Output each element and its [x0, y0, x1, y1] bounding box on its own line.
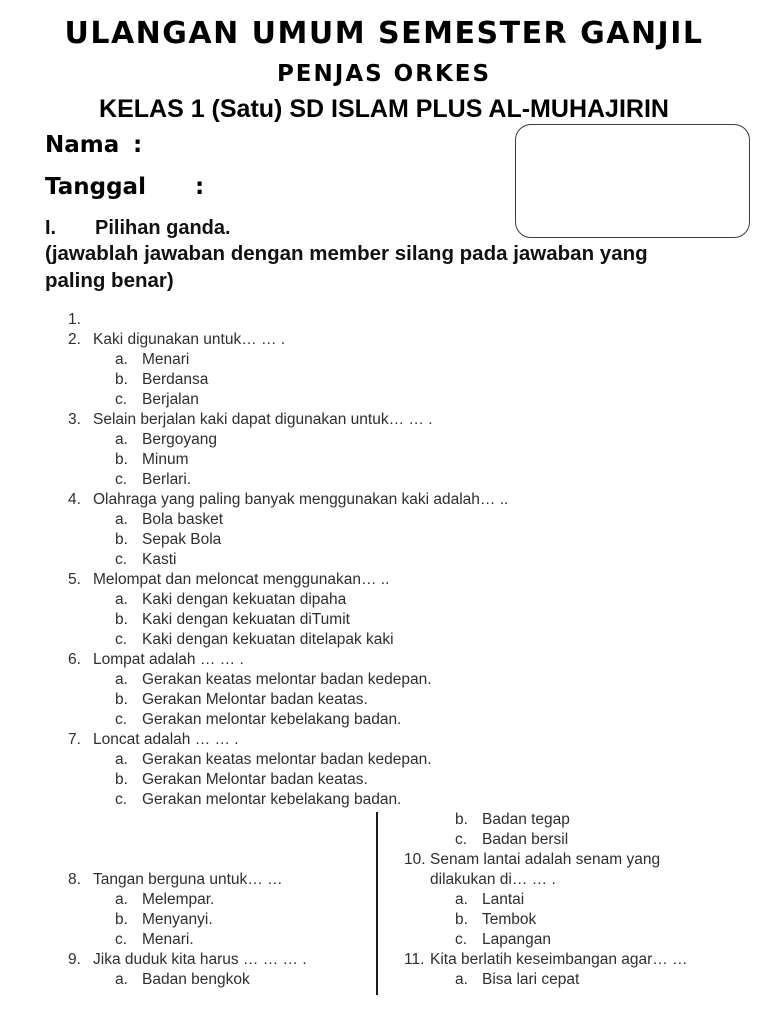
option-text: Bergoyang — [142, 431, 217, 448]
option-letter: a. — [115, 351, 128, 368]
option-letter: a. — [115, 591, 128, 608]
option-6c — [0, 710, 768, 730]
question-text: Lompat adalah … … . — [93, 651, 244, 668]
option-text: Gerakan Melontar badan keatas. — [142, 771, 368, 788]
option-text: Menari — [142, 351, 190, 368]
option-letter: a. — [115, 671, 128, 688]
option-4a — [0, 510, 768, 530]
option-7c — [0, 790, 768, 810]
question-9 — [0, 950, 376, 970]
option-text: Kaki dengan kekuatan ditelapak kaki — [142, 631, 394, 648]
question-10-continuation: dilakukan di… … . — [430, 871, 556, 888]
option-text: Bola basket — [142, 511, 223, 528]
option-text: Bisa lari cepat — [482, 971, 580, 988]
question-3 — [0, 410, 768, 430]
option-5c — [0, 630, 768, 650]
option-letter: c. — [115, 471, 128, 488]
option-7b — [0, 770, 768, 790]
question-text: Kaki digunakan untuk… … . — [93, 331, 286, 348]
subject-subtitle: PENJAS ORKES — [276, 61, 492, 87]
question-5 — [0, 570, 768, 590]
multiple-choice-list — [0, 310, 768, 810]
question-2 — [0, 330, 768, 350]
question-text: Melompat dan meloncat menggunakan… .. — [93, 571, 390, 588]
option-2c — [0, 390, 768, 410]
option-letter: a. — [115, 431, 128, 448]
option-text: Berjalan — [142, 391, 199, 408]
question-text: Loncat adalah … … . — [93, 731, 239, 748]
option-letter: c. — [115, 931, 128, 948]
option-letter: a. — [115, 511, 128, 528]
question-8 — [0, 870, 376, 890]
option-letter: b. — [115, 531, 128, 548]
question-text: Jika duduk kita harus … … … . — [93, 951, 307, 968]
question-text: Senam lantai adalah senam yang — [430, 851, 661, 868]
question-11 — [376, 950, 768, 970]
option-letter: c. — [455, 931, 468, 948]
option-text: Badan bengkok — [142, 971, 250, 988]
option-letter: b. — [115, 691, 128, 708]
option-letter: b. — [115, 611, 128, 628]
option-text: Kasti — [142, 551, 177, 568]
question-text: Kita berlatih keseimbangan agar… … — [430, 951, 688, 968]
option-letter: b. — [115, 371, 128, 388]
option-3b — [0, 450, 768, 470]
bottom-right-column — [376, 810, 768, 1024]
option-letter: c. — [115, 791, 128, 808]
option-text: Lantai — [482, 891, 525, 908]
option-text: Gerakan melontar kebelakang badan. — [142, 711, 402, 728]
date-label: Tanggal — [45, 174, 146, 200]
option-text: Melempar. — [142, 891, 215, 908]
option-text: Badan tegap — [482, 811, 570, 828]
option-text: Menyanyi. — [142, 911, 213, 928]
question-number: 8. — [68, 871, 81, 888]
option-text: Badan bersil — [482, 831, 569, 848]
option-6a — [0, 670, 768, 690]
option-8b — [0, 910, 376, 930]
question-number: 4. — [68, 491, 81, 508]
option-text: Menari. — [142, 931, 194, 948]
question-text: Olahraga yang paling banyak menggunakan kaki adalah… .. — [93, 491, 509, 508]
option-letter: a. — [115, 751, 128, 768]
option-letter: a. — [455, 891, 468, 908]
section-numeral: I. — [45, 217, 57, 239]
question-number: 3. — [68, 411, 81, 428]
option-letter: c. — [115, 551, 128, 568]
question-text: Tangan berguna untuk… … — [93, 871, 283, 888]
question-1 — [0, 310, 768, 330]
option-9a — [0, 970, 376, 990]
instruction-line-2: paling benar) — [45, 269, 174, 292]
option-letter: a. — [115, 971, 128, 988]
option-4b — [0, 530, 768, 550]
option-text: Berdansa — [142, 371, 209, 388]
question-4 — [0, 490, 768, 510]
option-10a — [376, 890, 768, 910]
option-3c — [0, 470, 768, 490]
option-9b-orphan — [376, 810, 768, 830]
option-text: Berlari. — [142, 471, 192, 488]
option-text: Tembok — [482, 911, 537, 928]
option-4c — [0, 550, 768, 570]
column-divider — [376, 812, 378, 995]
option-letter: a. — [115, 891, 128, 908]
option-9c-orphan — [376, 830, 768, 850]
bottom-left-column — [0, 810, 376, 1024]
name-colon: : — [133, 132, 143, 158]
option-letter: b. — [115, 911, 128, 928]
option-7a — [0, 750, 768, 770]
option-letter: c. — [455, 831, 468, 848]
option-letter: c. — [115, 631, 128, 648]
option-text: Kaki dengan kekuatan dipaha — [142, 591, 347, 608]
option-text: Gerakan Melontar badan keatas. — [142, 691, 368, 708]
option-text: Gerakan keatas melontar badan kedepan. — [142, 751, 432, 768]
option-8a — [0, 890, 376, 910]
option-5a — [0, 590, 768, 610]
section-heading: Pilihan ganda. — [95, 217, 231, 239]
option-text: Kaki dengan kekuatan diTumit — [142, 611, 350, 628]
name-entry-box — [515, 124, 750, 238]
instruction-line-1: (jawablah jawaban dengan member silang pada jawaban yang — [45, 242, 648, 265]
question-number: 5. — [68, 571, 81, 588]
question-number: 1. — [68, 311, 81, 328]
option-10c — [376, 930, 768, 950]
page-title: ULANGAN UMUM SEMESTER GANJIL — [64, 16, 704, 51]
option-11a — [376, 970, 768, 990]
option-8c — [0, 930, 376, 950]
option-letter: c. — [115, 391, 128, 408]
question-text: Selain berjalan kaki dapat digunakan untuk… … . — [93, 411, 433, 428]
option-letter: b. — [115, 451, 128, 468]
option-2b — [0, 370, 768, 390]
option-letter: b. — [115, 771, 128, 788]
question-number: 11. — [404, 951, 425, 968]
option-text: Gerakan keatas melontar badan kedepan. — [142, 671, 432, 688]
option-6b — [0, 690, 768, 710]
option-2a — [0, 350, 768, 370]
question-10 — [376, 850, 768, 870]
option-letter: b. — [455, 911, 468, 928]
option-5b — [0, 610, 768, 630]
option-letter: b. — [455, 811, 468, 828]
option-letter: c. — [115, 711, 128, 728]
question-6 — [0, 650, 768, 670]
option-10b — [376, 910, 768, 930]
date-colon: : — [195, 174, 205, 200]
option-text: Lapangan — [482, 931, 551, 948]
option-3a — [0, 430, 768, 450]
question-number: 2. — [68, 331, 81, 348]
two-column-section — [0, 810, 768, 1024]
instruction-text — [45, 240, 768, 294]
option-letter: a. — [455, 971, 468, 988]
question-7 — [0, 730, 768, 750]
question-number: 10. — [404, 851, 426, 868]
question-number: 9. — [68, 951, 81, 968]
question-number: 6. — [68, 651, 81, 668]
class-school-line: KELAS 1 (Satu) SD ISLAM PLUS AL-MUHAJIRIN — [99, 95, 669, 123]
option-text: Gerakan melontar kebelakang badan. — [142, 791, 402, 808]
option-text: Minum — [142, 451, 189, 468]
question-number: 7. — [68, 731, 81, 748]
name-label: Nama — [45, 132, 120, 158]
option-text: Sepak Bola — [142, 531, 222, 548]
